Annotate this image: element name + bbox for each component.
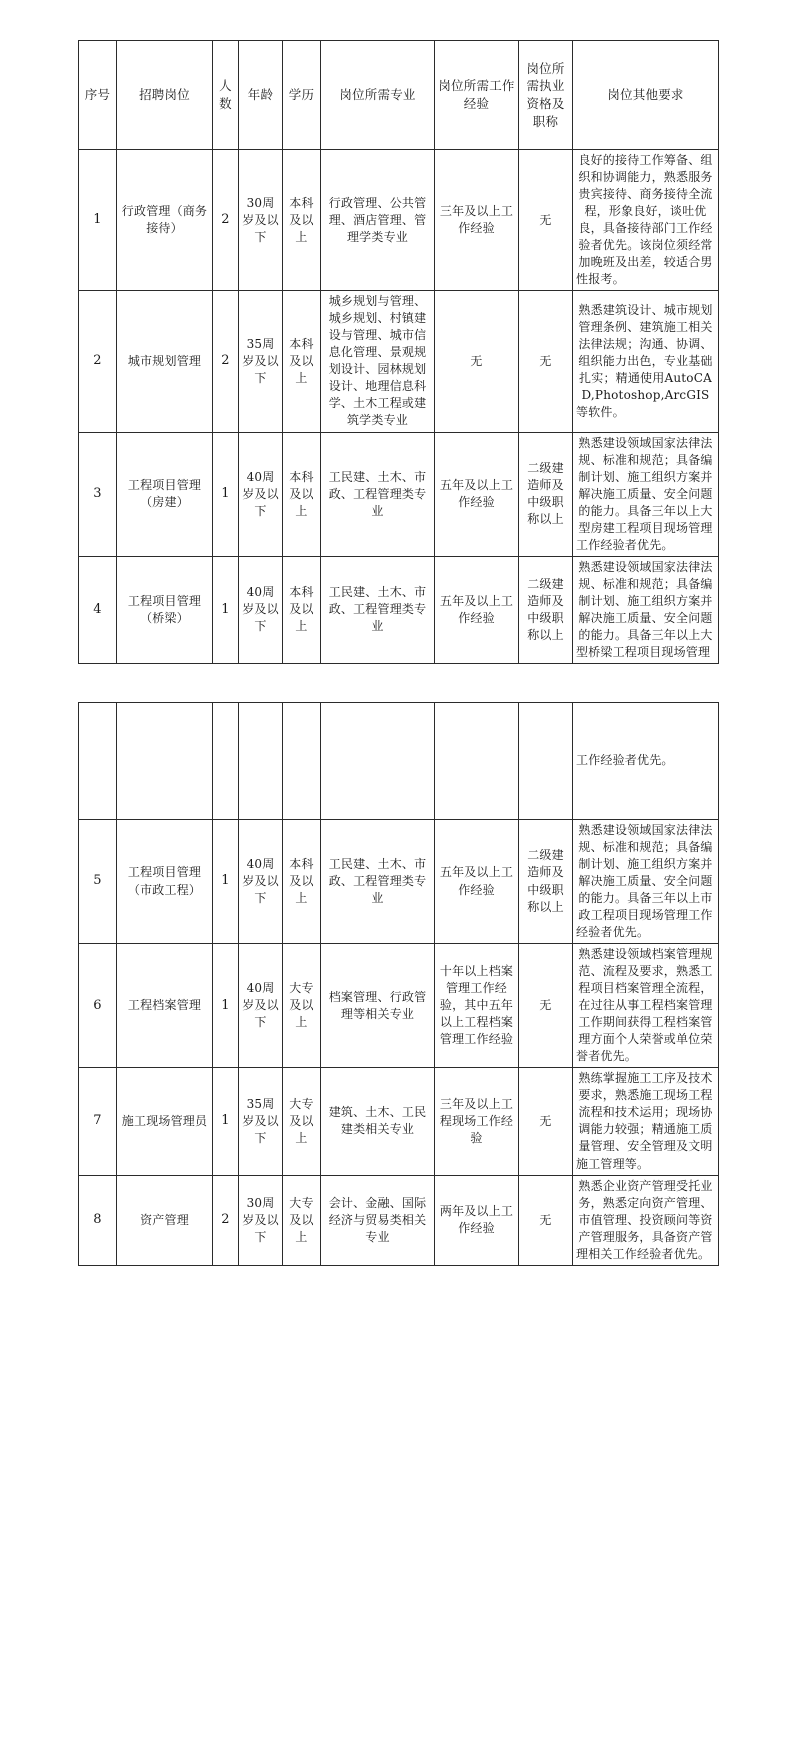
cell-certificate: 无 — [519, 1068, 573, 1175]
cell-other-requirements: 工作经验者优先。 — [573, 702, 719, 819]
cell-index: 7 — [79, 1068, 117, 1175]
cell-other-requirements: 熟悉建设领域国家法律法规、标准和规范；具备编制计划、施工组织方案并解决施工质量、安全问题的能力。具备三年以上大型房建工程项目现场管理工作经验者优先。 — [573, 432, 719, 556]
cell-experience: 十年以上档案管理工作经验，其中五年以上工程档案管理工作经验 — [435, 944, 519, 1068]
cell-certificate: 无 — [519, 1175, 573, 1265]
table-row-continuation — [79, 702, 719, 819]
cell-headcount — [213, 702, 239, 819]
cell-education: 大专及以上 — [283, 944, 321, 1068]
cell-education: 本科及以上 — [283, 150, 321, 291]
job-table-2 — [78, 702, 719, 1266]
cell-certificate: 无 — [519, 150, 573, 291]
recruitment-table-part-2 — [78, 702, 718, 1266]
cell-age: 30周岁及以下 — [239, 1175, 283, 1265]
cell-major: 城乡规划与管理、城乡规划、村镇建设与管理、城市信息化管理、景观规划设计、园林规划设计、地理信息科学、土木工程或建筑学类专业 — [321, 291, 435, 432]
cell-major — [321, 702, 435, 819]
cell-index — [79, 702, 117, 819]
cell-other-requirements: 良好的接待工作筹备、组织和协调能力，熟悉服务贵宾接待、商务接待全流程，形象良好，谈吐优良，具备接待部门工作经验者优先。该岗位须经常加晚班及出差，较适合男性报考。 — [573, 150, 719, 291]
cell-headcount: 2 — [213, 1175, 239, 1265]
cell-major: 行政管理、公共管理、酒店管理、管理学类专业 — [321, 150, 435, 291]
cell-certificate: 无 — [519, 291, 573, 432]
cell-headcount: 1 — [213, 432, 239, 556]
table-row — [79, 944, 719, 1068]
cell-experience: 无 — [435, 291, 519, 432]
cell-major: 档案管理、行政管理等相关专业 — [321, 944, 435, 1068]
cell-index: 5 — [79, 819, 117, 943]
cell-other-requirements: 熟练掌握施工工序及技术要求，熟悉施工现场工程流程和技术运用；现场协调能力较强；精通施工质量管理、安全管理及文明施工管理等。 — [573, 1068, 719, 1175]
cell-age: 30周岁及以下 — [239, 150, 283, 291]
column-header-certificate: 岗位所需执业资格及职称 — [519, 41, 573, 150]
cell-index: 4 — [79, 556, 117, 663]
cell-post — [117, 702, 213, 819]
cell-major: 会计、金融、国际经济与贸易类相关专业 — [321, 1175, 435, 1265]
table-row — [79, 819, 719, 943]
cell-education: 本科及以上 — [283, 291, 321, 432]
cell-certificate — [519, 702, 573, 819]
cell-index: 6 — [79, 944, 117, 1068]
cell-major: 工民建、土木、市政、工程管理类专业 — [321, 432, 435, 556]
cell-index: 1 — [79, 150, 117, 291]
cell-age: 35周岁及以下 — [239, 1068, 283, 1175]
column-header-headcount: 人数 — [213, 41, 239, 150]
cell-education: 本科及以上 — [283, 819, 321, 943]
cell-post: 工程项目管理（市政工程） — [117, 819, 213, 943]
column-header-index: 序号 — [79, 41, 117, 150]
table-body-2 — [79, 702, 719, 1265]
cell-age: 40周岁及以下 — [239, 432, 283, 556]
table-header — [79, 41, 719, 150]
cell-headcount: 1 — [213, 819, 239, 943]
cell-age: 35周岁及以下 — [239, 291, 283, 432]
cell-other-requirements: 熟悉企业资产管理受托业务，熟悉定向资产管理、市值管理、投资顾问等资产管理服务，具备资产管理相关工作经验者优先。 — [573, 1175, 719, 1265]
column-header-education: 学历 — [283, 41, 321, 150]
cell-experience — [435, 702, 519, 819]
cell-other-requirements: 熟悉建设领域档案管理规范、流程及要求，熟悉工程项目档案管理全流程，在过往从事工程档案管理工作期间获得工程档案管理方面个人荣誉或单位荣誉者优先。 — [573, 944, 719, 1068]
cell-post: 施工现场管理员 — [117, 1068, 213, 1175]
cell-certificate: 二级建造师及中级职称以上 — [519, 432, 573, 556]
cell-major: 工民建、土木、市政、工程管理类专业 — [321, 819, 435, 943]
cell-certificate: 无 — [519, 944, 573, 1068]
cell-major: 工民建、土木、市政、工程管理类专业 — [321, 556, 435, 663]
cell-headcount: 1 — [213, 1068, 239, 1175]
column-header-post: 招聘岗位 — [117, 41, 213, 150]
cell-experience: 五年及以上工作经验 — [435, 432, 519, 556]
cell-experience: 五年及以上工作经验 — [435, 819, 519, 943]
cell-post: 工程项目管理（房建） — [117, 432, 213, 556]
table-row — [79, 150, 719, 291]
cell-certificate: 二级建造师及中级职称以上 — [519, 819, 573, 943]
table-row — [79, 1068, 719, 1175]
cell-education: 本科及以上 — [283, 556, 321, 663]
cell-other-requirements: 熟悉建设领域国家法律法规、标准和规范；具备编制计划、施工组织方案并解决施工质量、安全问题的能力。具备三年以上大型桥梁工程项目现场管理 — [573, 556, 719, 663]
cell-age: 40周岁及以下 — [239, 819, 283, 943]
cell-education: 大专及以上 — [283, 1175, 321, 1265]
column-header-major: 岗位所需专业 — [321, 41, 435, 150]
cell-index: 2 — [79, 291, 117, 432]
cell-experience: 两年及以上工作经验 — [435, 1175, 519, 1265]
cell-post: 城市规划管理 — [117, 291, 213, 432]
header-row — [79, 41, 719, 150]
cell-experience: 五年及以上工作经验 — [435, 556, 519, 663]
cell-education — [283, 702, 321, 819]
table-row — [79, 1175, 719, 1265]
table-row — [79, 556, 719, 663]
cell-education: 本科及以上 — [283, 432, 321, 556]
column-header-age: 年龄 — [239, 41, 283, 150]
cell-experience: 三年及以上工程现场工作经验 — [435, 1068, 519, 1175]
cell-age: 40周岁及以下 — [239, 944, 283, 1068]
cell-experience: 三年及以上工作经验 — [435, 150, 519, 291]
table-row — [79, 432, 719, 556]
cell-post: 工程档案管理 — [117, 944, 213, 1068]
cell-education: 大专及以上 — [283, 1068, 321, 1175]
cell-headcount: 2 — [213, 150, 239, 291]
cell-major: 建筑、土木、工民建类相关专业 — [321, 1068, 435, 1175]
cell-age: 40周岁及以下 — [239, 556, 283, 663]
cell-index: 8 — [79, 1175, 117, 1265]
cell-headcount: 1 — [213, 944, 239, 1068]
cell-headcount: 1 — [213, 556, 239, 663]
cell-other-requirements: 熟悉建筑设计、城市规划管理条例、建筑施工相关法律法规；沟通、协调、组织能力出色，专业基础扎实；精通使用AutoCAD,Photoshop,ArcGIS等软件。 — [573, 291, 719, 432]
recruitment-table-part-1 — [78, 40, 718, 664]
cell-age — [239, 702, 283, 819]
cell-certificate: 二级建造师及中级职称以上 — [519, 556, 573, 663]
column-header-other-requirements: 岗位其他要求 — [573, 41, 719, 150]
cell-post: 工程项目管理（桥梁） — [117, 556, 213, 663]
cell-other-requirements: 熟悉建设领域国家法律法规、标准和规范；具备编制计划、施工组织方案并解决施工质量、安全问题的能力。具备三年以上市政工程项目现场管理工作经验者优先。 — [573, 819, 719, 943]
cell-post: 资产管理 — [117, 1175, 213, 1265]
cell-index: 3 — [79, 432, 117, 556]
column-header-experience: 岗位所需工作经验 — [435, 41, 519, 150]
job-table-1 — [78, 40, 719, 664]
cell-post: 行政管理（商务接待） — [117, 150, 213, 291]
table-row — [79, 291, 719, 432]
cell-headcount: 2 — [213, 291, 239, 432]
table-body-1 — [79, 150, 719, 664]
